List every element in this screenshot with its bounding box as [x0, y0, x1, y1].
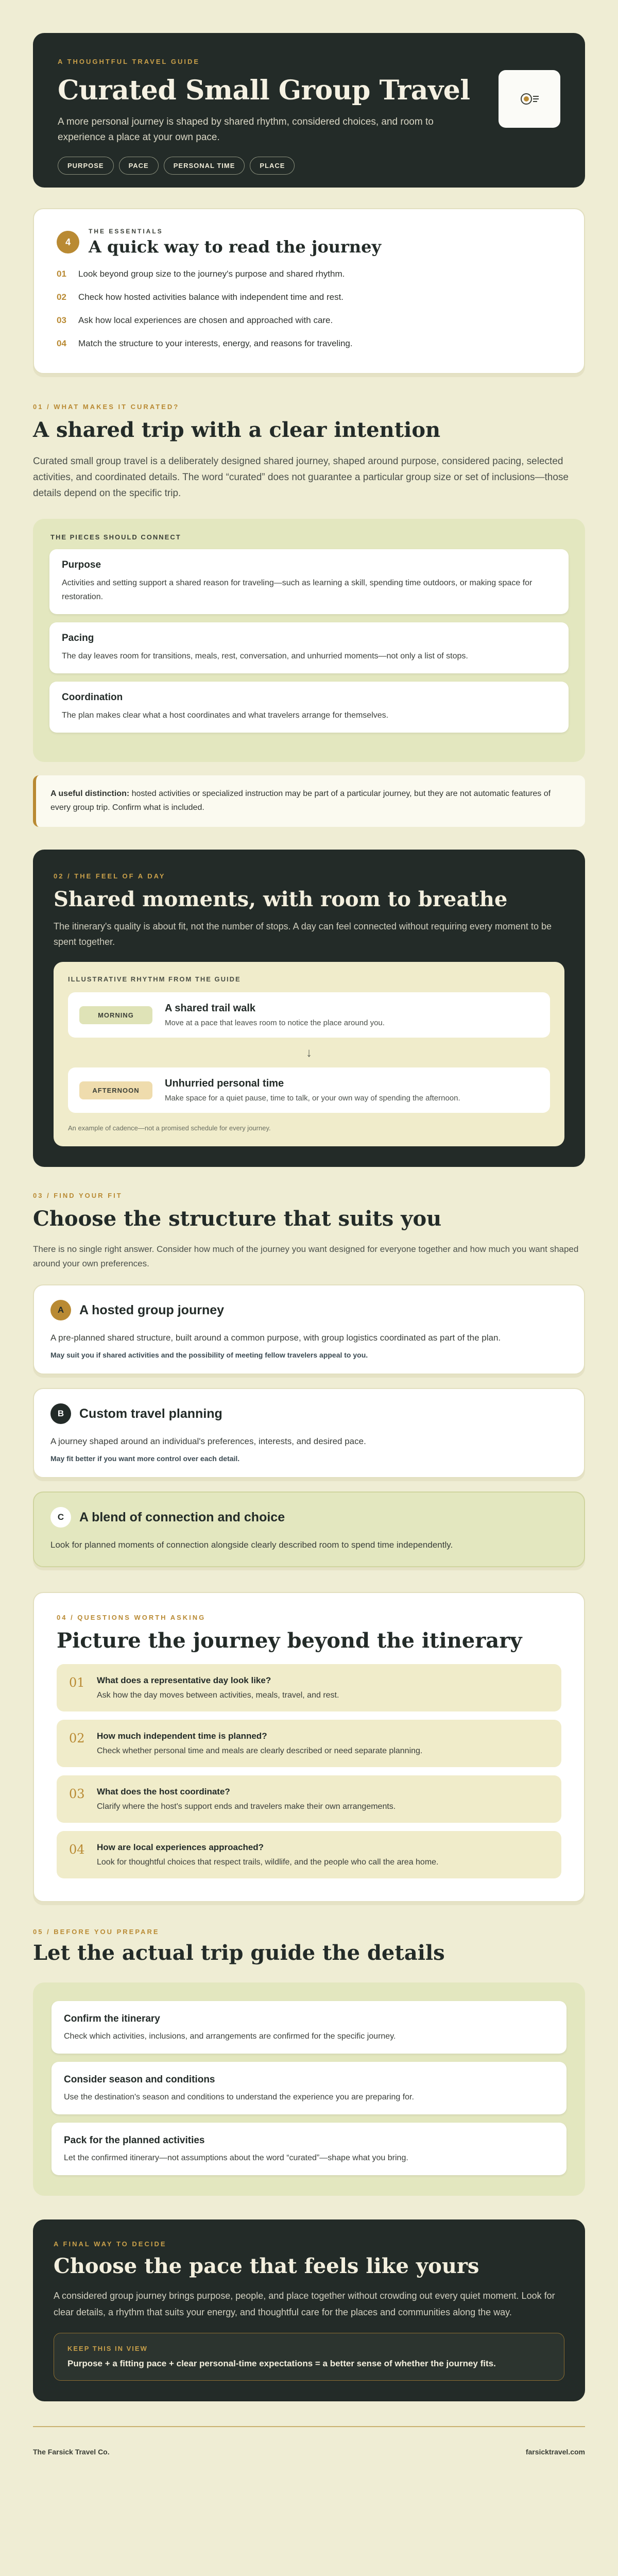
- list-item: 04 Match the structure to your interests, energy, and reasons for traveling.: [57, 338, 353, 348]
- option-custom: B Custom travel planning A journey shaped around an individual's preferences, interests, and desired pace. May fit better if you want more control over each detail.: [33, 1388, 585, 1478]
- piece-pacing: Pacing The day leaves room for transitions, meals, rest, conversation, and unhurried moments—not only a list of stops.: [49, 622, 569, 673]
- piece-purpose: Purpose Activities and setting support a shared reason for traveling—such as learning a skill, spending time outdoors, or making space for restoration.: [49, 549, 569, 614]
- brand-logo: [499, 70, 560, 128]
- prepare-panel: [33, 1982, 585, 2196]
- footer-brand: The Farsick Travel Co.: [33, 2448, 110, 2456]
- arrow-down-icon: ↓: [306, 1046, 312, 1060]
- note-strong: A useful distinction:: [50, 789, 130, 798]
- piece-coordination: Coordination The plan makes clear what a host coordinates and what travelers arrange for themselves.: [49, 682, 569, 733]
- hero-eyebrow: A THOUGHTFUL TRAVEL GUIDE: [58, 58, 200, 65]
- list-item: 03 Ask how local experiences are chosen and approached with care.: [57, 315, 333, 325]
- hero-banner: [33, 33, 585, 188]
- essentials-card: [33, 208, 585, 374]
- questions-title: Picture the journey beyond the itinerary: [57, 1629, 522, 1653]
- keep-in-view-box: [54, 2333, 564, 2381]
- keep-label: KEEP THIS IN VIEW: [67, 2345, 148, 2352]
- hero-chips: [58, 157, 560, 175]
- fit-eyebrow: 03 / FIND YOUR FIT: [33, 1192, 123, 1199]
- option-badge: C: [50, 1507, 71, 1528]
- footer-url-link[interactable]: farsicktravel.com: [525, 2448, 585, 2456]
- section-feel: [33, 850, 585, 1167]
- section-fit: [33, 1192, 585, 1567]
- option-blend: C A blend of connection and choice Look for planned moments of connection alongside clearly described room to spend time independently.: [33, 1492, 585, 1567]
- keep-value: Purpose + a fitting pace + clear personal-time expectations = a better sense of whether the journey fits.: [67, 2359, 496, 2368]
- compass-logo-icon: [519, 90, 540, 108]
- hero-subtitle: A more personal journey is shaped by shared rhythm, considered choices, and room to experience a place at your own pace.: [58, 116, 434, 143]
- final-text: A considered group journey brings purpose, people, and place together without crowding out every quiet moment. Look for clear details, a rhythm that suits your energy, and thoughtful care for the places and communities along the way.: [54, 2291, 555, 2317]
- prepare-item: Consider season and conditions Use the destination's season and conditions to understand the experience you are preparing for.: [52, 2062, 566, 2114]
- question-item: 04 How are local experiences approached? Look for thoughtful choices that respect trails, wildlife, and the people who call the area home.: [57, 1831, 561, 1878]
- prepare-title: Let the actual trip guide the details: [33, 1941, 445, 1965]
- section-curated: [33, 403, 585, 827]
- page-title: Curated Small Group Travel: [58, 75, 470, 106]
- distinction-note: [33, 775, 585, 827]
- final-eyebrow: A FINAL WAY TO DECIDE: [54, 2240, 167, 2248]
- morning-tag: MORNING: [79, 1006, 152, 1024]
- section-prepare: [33, 1928, 585, 2196]
- note-text: hosted activities or specialized instruction may be part of a particular journey, but they are not automatic features of every group trip. Confirm what is included.: [50, 789, 551, 812]
- slot-morning: MORNING A shared trail walk Move at a pace that leaves room to notice the place around you.: [68, 992, 550, 1038]
- feel-sub: The itinerary's quality is about fit, not the number of stops. A day can feel connected without requiring every moment to be spent together.: [54, 921, 552, 947]
- chip-purpose: PURPOSE: [58, 157, 114, 175]
- afternoon-tag: AFTERNOON: [79, 1081, 152, 1099]
- final-title: Choose the pace that feels like yours: [54, 2254, 479, 2278]
- section-final: [33, 2219, 585, 2401]
- curated-lead: Curated small group travel is a deliberately designed shared journey, shaped around purpose, considered pacing, selected activities, and coordinated details. The word “curated” does not guarantee a particular group size or set of inclusions—those details depend on the specific trip.: [33, 456, 569, 499]
- questions-eyebrow: 04 / QUESTIONS WORTH ASKING: [57, 1614, 206, 1621]
- prepare-item: Confirm the itinerary Check which activities, inclusions, and arrangements are confirmed for the specific journey.: [52, 2001, 566, 2054]
- list-item: 02 Check how hosted activities balance with independent time and rest.: [57, 292, 344, 302]
- section-questions: [33, 1592, 585, 1902]
- curated-title: A shared trip with a clear intention: [33, 418, 441, 442]
- prepare-eyebrow: 05 / BEFORE YOU PREPARE: [33, 1928, 160, 1936]
- curated-eyebrow: 01 / WHAT MAKES IT CURATED?: [33, 403, 180, 411]
- chip-pace: PACE: [119, 157, 159, 175]
- fit-title: Choose the structure that suits you: [33, 1207, 442, 1231]
- question-item: 03 What does the host coordinate? Clarify where the host's support ends and travelers make their own arrangements.: [57, 1775, 561, 1823]
- essentials-list: [57, 268, 561, 350]
- essentials-count-badge: 4: [57, 231, 79, 253]
- option-hosted: A A hosted group journey A pre-planned shared structure, built around a common purpose, with group logistics coordinated as part of the plan. May suit you if shared activities and the possibility of meeting fellow travelers appeal to you.: [33, 1284, 585, 1375]
- essentials-eyebrow: THE ESSENTIALS: [89, 228, 163, 235]
- rhythm-fineprint: An example of cadence—not a promised schedule for every journey.: [68, 1124, 271, 1132]
- footer: [33, 2426, 585, 2482]
- slot-afternoon: AFTERNOON Unhurried personal time Make space for a quiet pause, time to talk, or your own way of spending the afternoon.: [68, 1067, 550, 1113]
- chip-place: PLACE: [250, 157, 295, 175]
- question-item: 02 How much independent time is planned? Check whether personal time and meals are clearly described or need separate planning.: [57, 1720, 561, 1767]
- rhythm-label: ILLUSTRATIVE RHYTHM FROM THE GUIDE: [68, 975, 241, 983]
- pieces-panel: [33, 519, 585, 762]
- fit-lead: There is no single right answer. Consider how much of the journey you want designed for everyone together and how much you want shaped around your own preferences.: [33, 1244, 579, 1268]
- option-badge: B: [50, 1403, 71, 1424]
- question-item: 01 What does a representative day look like? Ask how the day moves between activities, meals, travel, and rest.: [57, 1664, 561, 1711]
- pieces-label: THE PIECES SHOULD CONNECT: [50, 533, 181, 541]
- list-item: 01 Look beyond group size to the journey's purpose and shared rhythm.: [57, 269, 345, 279]
- essentials-title: A quick way to read the journey: [89, 237, 382, 257]
- chip-personal-time: PERSONAL TIME: [164, 157, 245, 175]
- feel-title: Shared moments, with room to breathe: [54, 887, 508, 911]
- feel-eyebrow: 02 / THE FEEL OF A DAY: [54, 872, 166, 880]
- rhythm-panel: [54, 962, 564, 1146]
- option-badge: A: [50, 1300, 71, 1320]
- prepare-item: Pack for the planned activities Let the confirmed itinerary—not assumptions about the word “curated”—shape what you bring.: [52, 2123, 566, 2175]
